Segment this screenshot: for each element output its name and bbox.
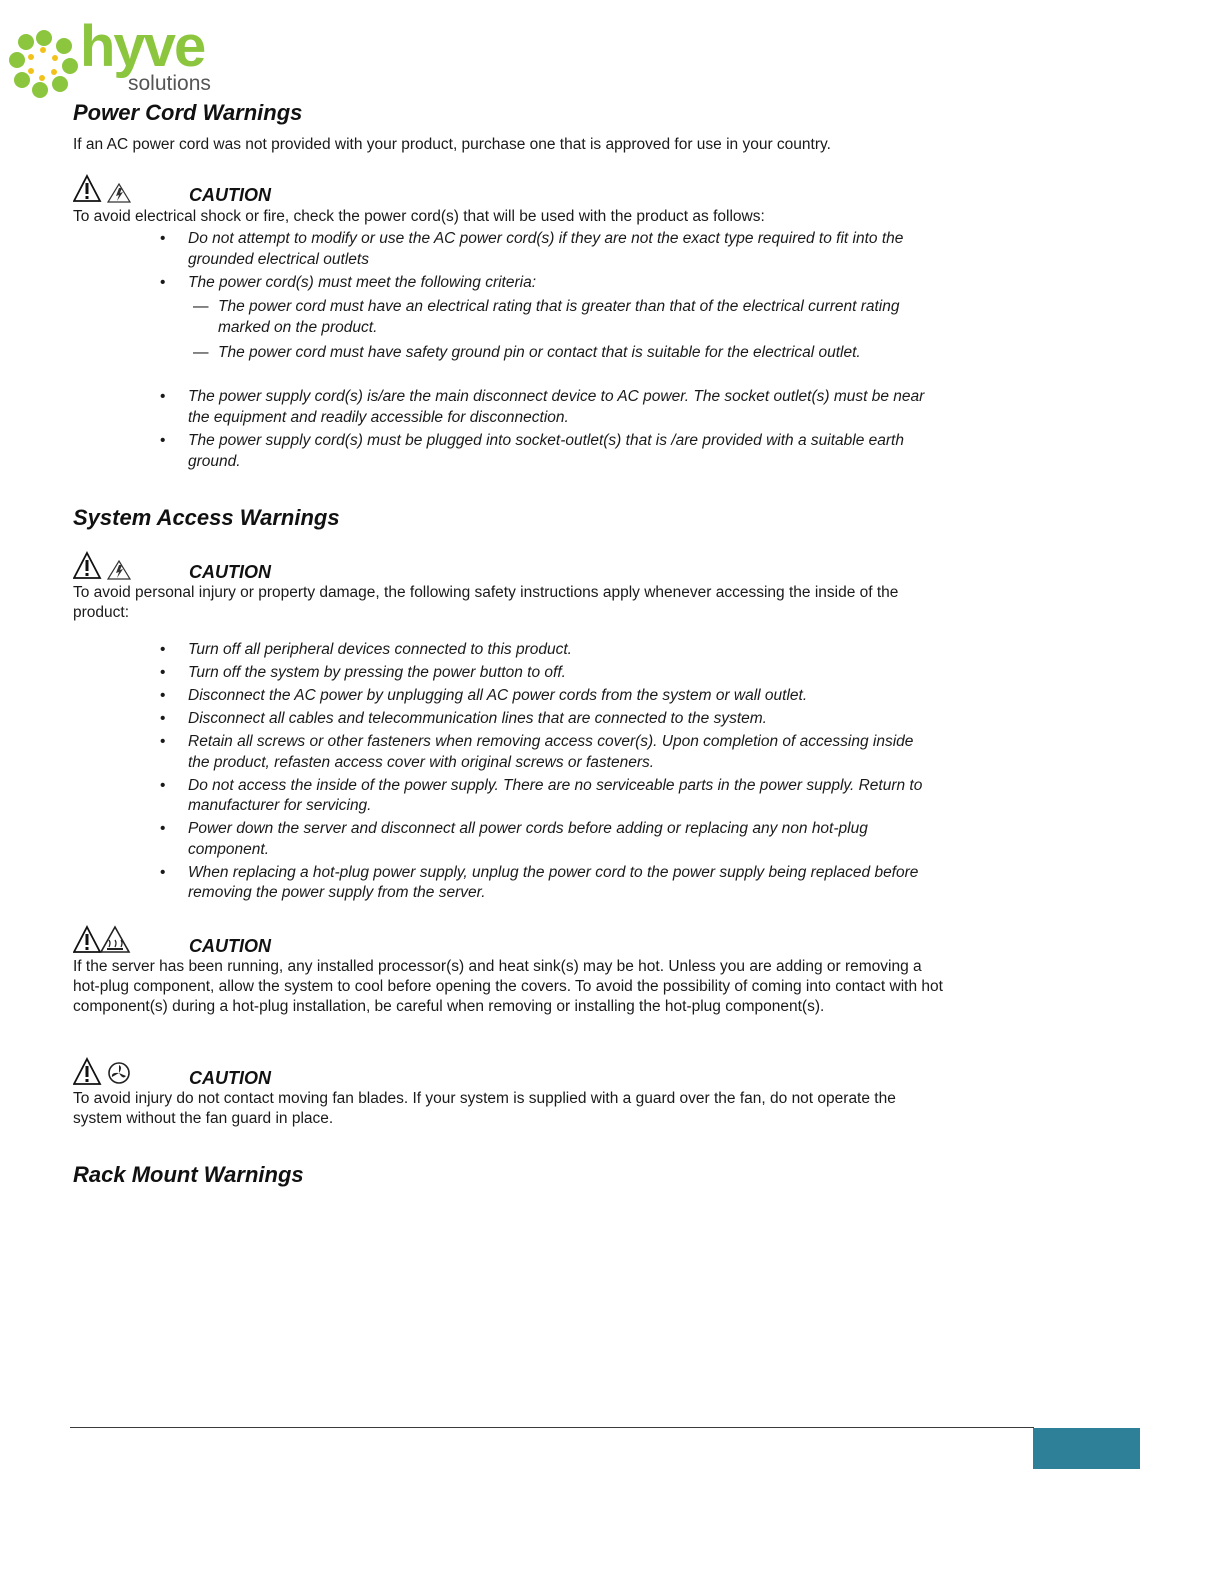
list-item: • Do not attempt to modify or use the AC power cord(s) if they are not the exact type required to fit into the grounded electrical outlets: [160, 230, 904, 268]
caution-label: CAUTION: [189, 185, 271, 205]
power-cord-intro: If an AC power cord was not provided with your product, purchase one that is approved for use in your country.: [73, 136, 831, 153]
warning-triangle-icon: [73, 551, 137, 581]
caution-header-4: [73, 1057, 473, 1087]
caution-label: CAUTION: [189, 936, 271, 956]
power-cord-list: [158, 229, 938, 294]
logo-subtitle: solutions: [128, 72, 211, 95]
list-item: • Disconnect all cables and telecommunication lines that are connected to the system.: [160, 710, 767, 727]
power-cord-list-2: [158, 387, 938, 472]
list-item: • Do not access the inside of the power supply. There are no serviceable parts in the power supply. Return to manufacturer for servicing.: [160, 776, 923, 814]
dash-item: — The power cord must have safety ground pin or contact that is suitable for the electrical outlet.: [193, 344, 861, 361]
heading-system-access: System Access Warnings: [73, 505, 340, 530]
list-item: • Power down the server and disconnect all power cords before adding or replacing any non hot-plug component.: [160, 820, 868, 858]
list-item: • The power supply cord(s) is/are the main disconnect device to AC power. The socket outlet(s) must be near the equipment and readily accessible for disconnection.: [160, 388, 925, 426]
heading-rack-mount: Rack Mount Warnings: [73, 1162, 304, 1187]
list-item: • Disconnect the AC power by unplugging all AC power cords from the system or wall outlet.: [160, 687, 808, 704]
power-cord-caution-text: To avoid electrical shock or fire, check the power cord(s) that will be used with the product as follows:: [73, 208, 765, 225]
list-item: • Turn off all peripheral devices connected to this product.: [160, 641, 572, 658]
caution-label: CAUTION: [189, 562, 271, 582]
caution-header-1: [73, 174, 473, 204]
flower-logo-icon: [8, 28, 80, 100]
heading-power-cord: Power Cord Warnings: [73, 100, 303, 125]
fan-warning-icon: [73, 1057, 137, 1087]
company-logo: [4, 14, 234, 100]
list-item: • The power cord(s) must meet the following criteria:: [160, 274, 537, 291]
footer-page-tab: [1033, 1428, 1140, 1469]
caution-label: CAUTION: [189, 1068, 271, 1088]
hot-component-caution-text: If the server has been running, any installed processor(s) and heat sink(s) may be hot. Unless you are adding or removing a hot-plug component, allow the system to cool before opening the covers. To avoid the possibility of coming into contact with hot component(s) during a hot-plug installation, be careful when removing or installing the hot-plug component(s).: [73, 958, 943, 1015]
list-item: • Retain all screws or other fasteners when removing access cover(s). Upon completion of accessing inside the product, refasten access cover with original screws or fasteners.: [160, 733, 914, 771]
list-item: • When replacing a hot-plug power supply, unplug the power cord to the power supply being replaced before removing the power supply from the server.: [160, 863, 919, 901]
system-access-caution-text: To avoid personal injury or property damage, the following safety instructions apply whenever accessing the inside of the product:: [73, 584, 899, 621]
hot-surface-warning-icon: [73, 925, 137, 955]
logo-brand: hyve: [80, 14, 205, 79]
caution-header-2: [73, 551, 473, 581]
system-access-list: [158, 640, 938, 904]
footer-divider: [70, 1427, 1034, 1428]
warning-triangle-icon: [73, 174, 137, 204]
list-item: • The power supply cord(s) must be plugged into socket-outlet(s) that is /are provided with a suitable earth ground.: [160, 432, 904, 470]
caution-header-3: [73, 925, 473, 955]
fan-caution-text: To avoid injury do not contact moving fan blades. If your system is supplied with a guard over the fan, do not operate the system without the fan guard in place.: [73, 1090, 896, 1127]
list-item: • Turn off the system by pressing the power button to off.: [160, 664, 566, 681]
dash-item: — The power cord must have an electrical rating that is greater than that of the electrical current rating marked on the product.: [193, 298, 900, 336]
